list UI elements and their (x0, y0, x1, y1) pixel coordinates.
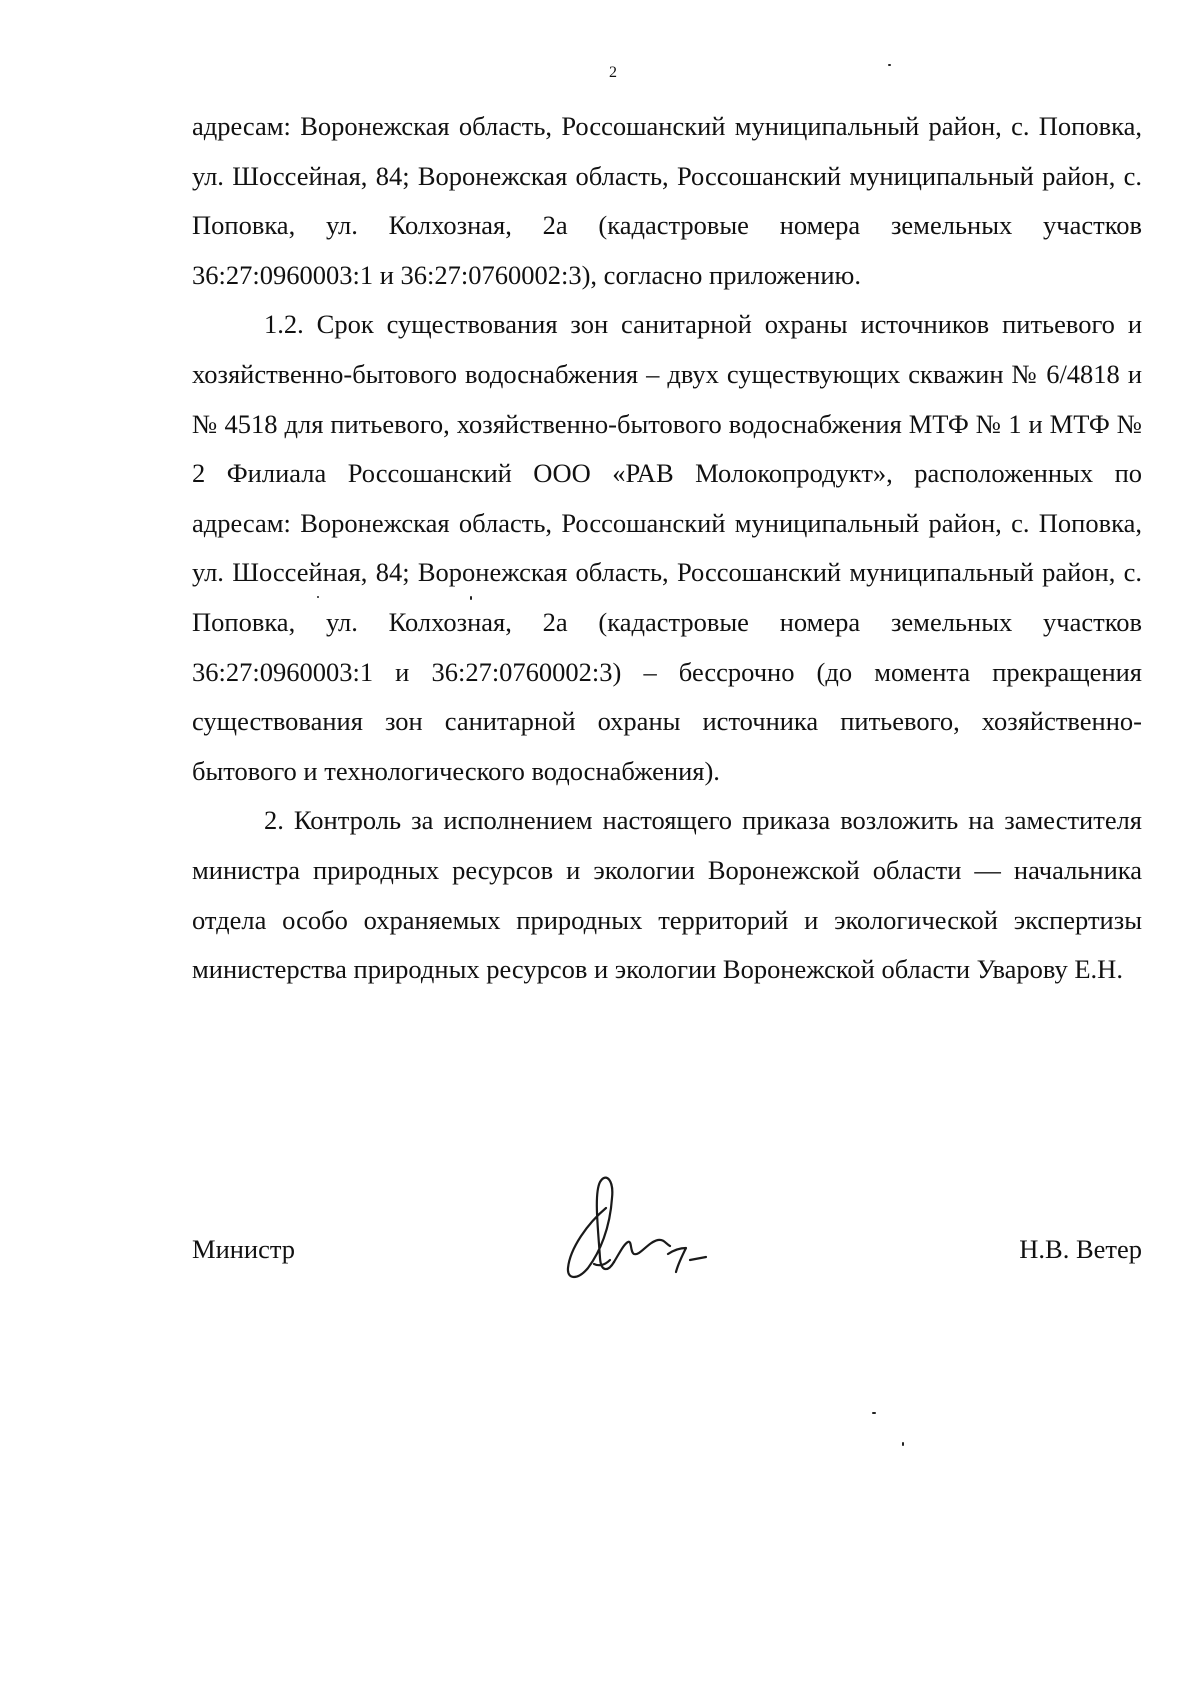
scan-speck (872, 1412, 876, 1414)
scan-speck (317, 596, 319, 598)
paragraph-2-control: 2. Контроль за исполнением настоящего приказа возложить на заместителя министра природных ресурсов и экологии Воронежской области — начальника отдела особо охраняемых природных территорий и экологической экспертизы министерства природных ресурсов и экологии Воронежской области Уварову Е.Н. (192, 805, 1142, 985)
scan-speck (470, 596, 472, 600)
document-body (192, 102, 1142, 995)
signatory-name: Н.В. Ветер (1019, 1234, 1142, 1264)
handwritten-signature (548, 1168, 728, 1298)
scan-speck (902, 1442, 904, 1446)
page-number: 2 (609, 64, 617, 81)
paragraph-addresses-continued: адресам: Воронежская область, Россошанский муниципальный район, с. Поповка, ул. Шоссейная, 84; Воронежская область, Россошанский муниципальный район, с. Поповка, ул. Колхозная, 2а (кадастровые номера земельных участков 36:27:0960003:1 и 36:27:0760002:3), согласно приложению. (192, 111, 1142, 290)
signatory-title: Министр (192, 1234, 296, 1264)
paragraph-1-2-validity-term: 1.2. Срок существования зон санитарной охраны источников питьевого и хозяйственно-бытового водоснабжения – двух существующих скважин № 6/4818 и № 4518 для питьевого, хозяйственно-бытового водоснабжения МТФ № 1 и МТФ № 2 Филиала Россошанский ООО «РАВ Молокопродукт», расположенных по адресам: Воронежская область, Россошанский муниципальный район, с. Поповка, ул. Шоссейная, 84; Воронежская область, Россошанский муниципальный район, с. Поповка, ул. Колхозная, 2а (кадастровые номера земельных участков 36:27:0960003:1 и 36:27:0760002:3) – бессрочно (до момента прекращения существования зон санитарной охраны источника питьевого, хозяйственно-бытового и технологического водоснабжения). (192, 309, 1142, 786)
scan-speck (888, 64, 891, 66)
